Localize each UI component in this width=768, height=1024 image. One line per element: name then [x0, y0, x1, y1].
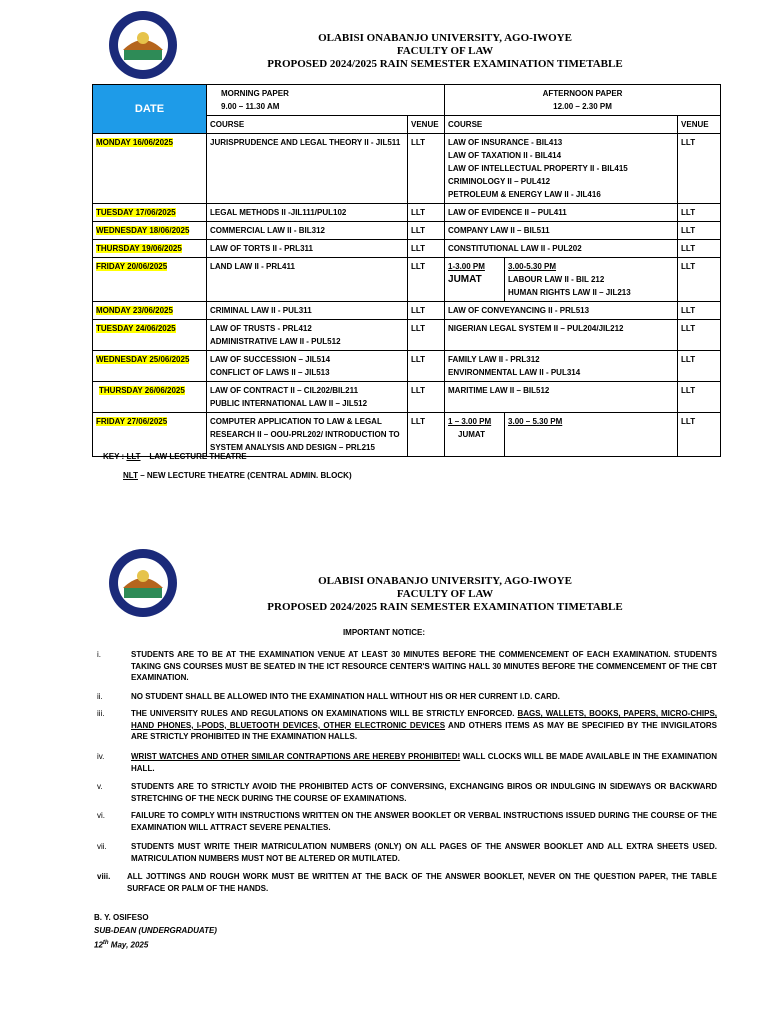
venue: LLT	[678, 302, 721, 320]
faculty-name: FACULTY OF LAW	[396, 45, 494, 57]
venue: LLT	[678, 134, 721, 204]
exam-date: THURSDAY 26/06/2025	[99, 386, 185, 395]
morning-course: LEGAL METHODS II -JIL111/PUL102	[207, 204, 408, 222]
morning-course: LAW OF TORTS II - PRL311	[207, 240, 408, 258]
afternoon-course: FAMILY LAW II - PRL312 ENVIRONMENTAL LAW II - PUL314	[445, 351, 678, 382]
table-row	[93, 320, 721, 351]
exam-date: MONDAY 23/06/2025	[96, 306, 173, 315]
venue: LLT	[408, 134, 445, 204]
exam-date: FRIDAY 20/06/2025	[96, 262, 168, 271]
key-nlt: NLT – NEW LECTURE THEATRE (CENTRAL ADMIN. BLOCK)	[123, 471, 352, 480]
venue-header: VENUE	[678, 116, 721, 134]
key-llt: KEY : LLT – LAW LECTURE THEATRE	[103, 452, 247, 461]
venue: LLT	[678, 382, 721, 413]
afternoon-course: LAW OF CONVEYANCING II - PRL513	[445, 302, 678, 320]
notice-item: vii. STUDENTS MUST WRITE THEIR MATRICULATION NUMBERS (ONLY) ON ALL PAGES OF THE ANSWER BOOKLET AND ALL EXTRA SHEETS USED. MATRICULATION NUMBERS MUST NOT BE ALTERED OR MUTILATED.	[97, 842, 717, 863]
notice-item: i. STUDENTS ARE TO BE AT THE EXAMINATION VENUE AT LEAST 30 MINUTES BEFORE THE COMMENCEMENT OF EACH EXAMINATION. STUDENTS TAKING GNS COURSES MUST BE SEATED IN THE ICT RESOURCE CENTER'S WAITING HALL 30 MINUTES BEFORE THE COMMENCEMENT OF THE CBT EXAMINATION.	[97, 650, 717, 682]
morning-header: MORNING PAPER 9.00 – 11.30 AM	[207, 85, 445, 116]
course-header: COURSE	[207, 116, 408, 134]
afternoon-course: 3.00-5.30 PM LABOUR LAW II - BIL 212 HUMAN RIGHTS LAW II – JIL213	[505, 258, 678, 302]
jumat-cell	[445, 413, 505, 457]
exam-date: THURSDAY 19/06/2025	[96, 244, 182, 253]
exam-timetable	[92, 84, 721, 457]
venue: LLT	[408, 320, 445, 351]
signatory-role: SUB-DEAN (UNDERGRADUATE)	[94, 926, 217, 935]
venue-header: VENUE	[408, 116, 445, 134]
faculty-name: FACULTY OF LAW	[396, 588, 494, 600]
morning-course: LAND LAW II - PRL411	[207, 258, 408, 302]
afternoon-course: 3.00 – 5.30 PM	[505, 413, 678, 457]
table-row	[93, 382, 721, 413]
afternoon-course: LAW OF EVIDENCE II – PUL411	[445, 204, 678, 222]
morning-course: LAW OF CONTRACT II – CIL202/BIL211 PUBLIC INTERNATIONAL LAW II – JIL512	[207, 382, 408, 413]
table-row	[93, 302, 721, 320]
date-header: DATE	[93, 85, 207, 134]
exam-date: TUESDAY 17/06/2025	[96, 208, 176, 217]
exam-date: MONDAY 16/06/2025	[96, 138, 173, 147]
table-row	[93, 351, 721, 382]
notice-item: iii. THE UNIVERSITY RULES AND REGULATIONS ON EXAMINATIONS WILL BE STRICTLY ENFORCED. BAGS, WALLETS, BOOKS, PAPERS, MICRO-CHIPS, HAND PHONES, I-PODS, BLUETOOTH DEVICES, OTHER ELECTRONIC DEVICES AND OTHERS ITEMS AS MAY BE SPECIFIED BY THE INVIGILATORS ARE STRICTLY PROHIBITED IN THE EXAMINATION HALLS.	[97, 709, 717, 741]
jumat-label: JUMAT	[448, 274, 482, 285]
notice-item: vi. FAILURE TO COMPLY WITH INSTRUCTIONS WRITTEN ON THE ANSWER BOOKLET OR VERBAL INSTRUCTIONS ISSUED DURING THE COURSE OF THE EXAMINATION WILL ATTRACT SEVERE PENALTIES.	[97, 811, 717, 832]
signature-date: 12th May, 2025	[94, 940, 149, 950]
university-name: OLABISI ONABANJO UNIVERSITY, AGO-IWOYE	[318, 575, 572, 587]
document-title: PROPOSED 2024/2025 RAIN SEMESTER EXAMINATION TIMETABLE	[267, 58, 623, 70]
afternoon-course: NIGERIAN LEGAL SYSTEM II – PUL204/JIL212	[445, 320, 678, 351]
venue: LLT	[678, 222, 721, 240]
venue: LLT	[408, 222, 445, 240]
notice-title: IMPORTANT NOTICE:	[342, 628, 426, 637]
venue: LLT	[408, 351, 445, 382]
exam-date: WEDNESDAY 25/06/2025	[96, 355, 190, 364]
exam-date: TUESDAY 24/06/2025	[96, 324, 176, 333]
jumat-label: JUMAT	[458, 430, 485, 439]
table-row	[93, 204, 721, 222]
jumat-time: 1 – 3.00 PM	[448, 417, 492, 426]
table-row	[93, 413, 721, 457]
table-row	[93, 222, 721, 240]
afternoon-header: AFTERNOON PAPER 12.00 – 2.30 PM	[445, 85, 721, 116]
venue: LLT	[678, 413, 721, 457]
morning-course: CRIMINAL LAW II - PUL311	[207, 302, 408, 320]
venue: LLT	[678, 320, 721, 351]
table-row	[93, 258, 721, 302]
afternoon-course: LAW OF INSURANCE - BIL413 LAW OF TAXATION II - BIL414 LAW OF INTELLECTUAL PROPERTY II - BIL415 CRIMINOLOGY II – PUL412 PETROLEUM & ENERGY LAW II - JIL416	[445, 134, 678, 204]
morning-course: JURISPRUDENCE AND LEGAL THEORY II - JIL511	[207, 134, 408, 204]
morning-course: COMMERCIAL LAW II - BIL312	[207, 222, 408, 240]
course-header: COURSE	[445, 116, 678, 134]
afternoon-course: MARITIME LAW II – BIL512	[445, 382, 678, 413]
morning-course: LAW OF SUCCESSION – JIL514 CONFLICT OF LAWS II – JIL513	[207, 351, 408, 382]
venue: LLT	[408, 204, 445, 222]
jumat-cell	[445, 258, 505, 302]
morning-course: LAW OF TRUSTS - PRL412 ADMINISTRATIVE LAW II - PUL512	[207, 320, 408, 351]
signatory-name: B. Y. OSIFESO	[94, 913, 149, 922]
university-name: OLABISI ONABANJO UNIVERSITY, AGO-IWOYE	[318, 32, 572, 44]
venue: LLT	[678, 240, 721, 258]
notice-item: v. STUDENTS ARE TO STRICTLY AVOID THE PROHIBITED ACTS OF CONVERSING, EXCHANGING BIROS OR INDULGING IN SIDEWAYS OR BACKWARD STRETCHING OF THE NECK DURING THE COURSE OF EXAMINATIONS.	[97, 782, 717, 803]
university-logo	[108, 548, 178, 618]
table-row	[93, 240, 721, 258]
notice-item: ii. NO STUDENT SHALL BE ALLOWED INTO THE EXAMINATION HALL WITHOUT HIS OR HER CURRENT I.D. CARD.	[97, 692, 560, 701]
jumat-time: 1-3.00 PM	[448, 262, 485, 271]
venue: LLT	[408, 258, 445, 302]
venue: LLT	[678, 258, 721, 302]
university-logo	[108, 10, 178, 80]
afternoon-course: CONSTITUTIONAL LAW II - PUL202	[445, 240, 678, 258]
venue: LLT	[408, 240, 445, 258]
venue: LLT	[408, 413, 445, 457]
table-row	[93, 134, 721, 204]
venue: LLT	[678, 204, 721, 222]
afternoon-course: COMPANY LAW II – BIL511	[445, 222, 678, 240]
venue: LLT	[678, 351, 721, 382]
exam-date: FRIDAY 27/06/2025	[96, 417, 168, 426]
morning-course: COMPUTER APPLICATION TO LAW & LEGAL RESEARCH II – OOU-PRL202/ INTRODUCTION TO SYSTEM ANALYSIS AND DESIGN – PRL215	[207, 413, 408, 457]
signature-block	[94, 911, 217, 952]
exam-date: WEDNESDAY 18/06/2025	[96, 226, 190, 235]
notice-item: viii. ALL JOTTINGS AND ROUGH WORK MUST BE WRITTEN AT THE BACK OF THE ANSWER BOOKLET, NEVER ON THE QUESTION PAPER, THE TABLE SURFACE OR PALM OF THE HANDS.	[97, 872, 717, 893]
notice-item: iv. WRIST WATCHES AND OTHER SIMILAR CONTRAPTIONS ARE HEREBY PROHIBITED! WALL CLOCKS WILL BE MADE AVAILABLE IN THE EXAMINATION HALL.	[97, 752, 718, 773]
venue: LLT	[408, 382, 445, 413]
document-title: PROPOSED 2024/2025 RAIN SEMESTER EXAMINATION TIMETABLE	[267, 601, 623, 613]
venue: LLT	[408, 302, 445, 320]
